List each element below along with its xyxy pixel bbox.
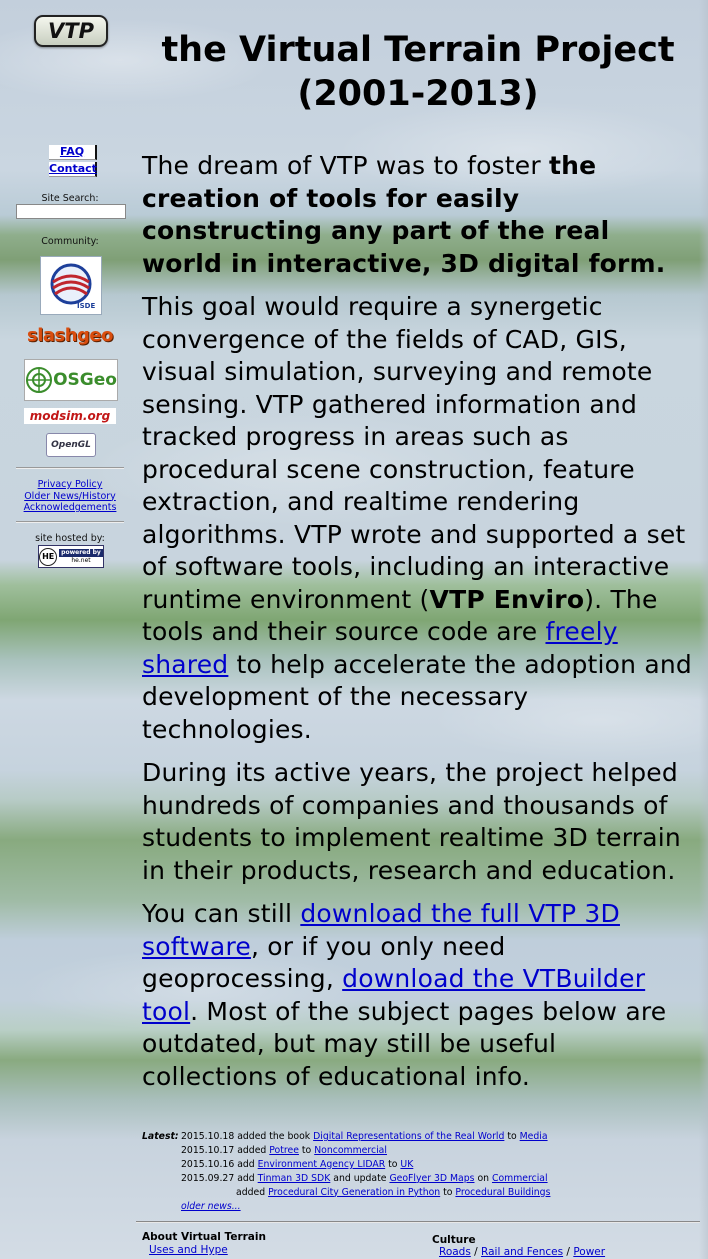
he-net-text: he.net	[71, 556, 91, 564]
slashgeo-badge[interactable]: slashgeo	[26, 324, 114, 346]
freely-shared-link[interactable]: freely shared	[142, 617, 618, 679]
faq-button[interactable]	[49, 145, 97, 160]
intro-bold-text: the creation of tools for easily constructing any part of the real world in interactive, 3D digital form.	[142, 151, 666, 278]
news-date: 2015.10.18	[181, 1131, 235, 1142]
news-item: added Procedural City Generation in Python to Procedural Buildings	[236, 1186, 551, 1198]
news-link[interactable]: Noncommercial	[314, 1144, 387, 1156]
sidebar-divider	[16, 467, 124, 469]
latest-label: Latest:	[142, 1131, 179, 1142]
community-label: Community:	[41, 236, 99, 247]
contact-link[interactable]: Contact	[49, 162, 97, 175]
uses-and-hype-link[interactable]: Uses and Hype	[149, 1244, 228, 1256]
he-net-badge[interactable]	[38, 545, 104, 568]
news-item: 2015.09.27 add Tinman 3D SDK and update GeoFlyer 3D Maps on Commercial	[181, 1172, 548, 1184]
site-search-input[interactable]	[16, 204, 126, 219]
isdi-text: ISDE	[77, 301, 96, 310]
footer-divider	[136, 1221, 700, 1223]
vtp-logo[interactable]: VTP	[34, 15, 108, 47]
sidebar-divider	[16, 521, 124, 523]
news-link[interactable]: Procedural City Generation in Python	[268, 1186, 441, 1198]
download-text-2: , or if you only need geoprocessing,	[142, 931, 506, 993]
news-item: Latest: 2015.10.18 added the book Digital Representations of the Real World to Media	[142, 1131, 548, 1142]
news-link[interactable]: Procedural Buildings	[455, 1186, 551, 1198]
news-item: 2015.10.17 added Potree to Noncommercial	[181, 1144, 387, 1156]
culture-section-title: Culture	[432, 1234, 476, 1246]
goal-text: This goal would require a synergetic convergence of the fields of CAD, GIS, visual simulation, surveying and remote sensing. VTP gathered information and tracked progress in areas such as procedural scene construction, feature extraction, and realtime rendering algorithms. VTP wrote and supported a set of software tools, including an interactive runtime environment (	[142, 292, 686, 614]
opengl-badge[interactable]: OpenGL	[46, 433, 96, 457]
news-date: 2015.09.27	[181, 1172, 235, 1184]
about-section-links	[149, 1244, 228, 1256]
older-news-link[interactable]: Older News/History	[24, 490, 116, 502]
latest-news	[142, 1130, 702, 1213]
osgeo-text: OSGeo	[53, 370, 117, 390]
isdi-globe-icon	[43, 260, 99, 312]
hosted-label: site hosted by:	[35, 533, 105, 544]
download-vtbuilder-link[interactable]: download the VTBuilder tool	[142, 964, 646, 1026]
main-content	[142, 150, 694, 1104]
download-text: You can still	[142, 899, 301, 928]
roads-link[interactable]: Roads	[439, 1246, 471, 1258]
osgeo-globe-icon	[25, 366, 53, 394]
separator: /	[563, 1246, 574, 1258]
about-section-title: About Virtual Terrain	[142, 1231, 266, 1243]
intro-text: The dream of VTP was to foster	[142, 151, 549, 180]
news-link[interactable]: GeoFlyer 3D Maps	[389, 1172, 475, 1184]
intro-paragraph	[142, 150, 694, 280]
news-item: 2015.10.16 add Environment Agency LIDAR to UK	[181, 1158, 414, 1170]
acknowledgements-link[interactable]: Acknowledgements	[23, 502, 117, 513]
download-paragraph	[142, 898, 694, 1093]
he-logo-icon: HE	[39, 548, 57, 566]
news-date: 2015.10.17	[181, 1144, 235, 1156]
modsim-badge[interactable]: modsim.org	[24, 408, 116, 424]
vtp-enviro-text: VTP Enviro	[429, 584, 585, 614]
isdi-badge[interactable]	[40, 256, 102, 315]
download-vtp-link[interactable]: download the full VTP 3D software	[142, 899, 620, 961]
download-text-3: . Most of the subject pages below are outdated, but may still be useful collections of educational info.	[142, 996, 667, 1091]
news-date: 2015.10.16	[181, 1158, 235, 1170]
news-link[interactable]: Tinman 3D SDK	[257, 1172, 331, 1184]
news-link[interactable]: Media	[519, 1131, 548, 1142]
news-link[interactable]: UK	[400, 1158, 414, 1170]
site-search-label: Site Search:	[41, 193, 99, 204]
rail-and-fences-link[interactable]: Rail and Fences	[481, 1246, 564, 1258]
contact-button[interactable]	[49, 162, 97, 177]
sidebar-links	[14, 479, 126, 514]
culture-section-links	[439, 1246, 605, 1258]
goal-text-3: to help accelerate the adoption and development of the necessary technologies.	[142, 649, 692, 744]
page-title: the Virtual Terrain Project (2001-2013)	[161, 30, 675, 114]
goal-text-2: ). The tools and their source code are	[142, 584, 658, 646]
privacy-policy-link[interactable]: Privacy Policy	[37, 479, 103, 490]
he-powered-text: powered by	[61, 548, 101, 556]
history-paragraph: During its active years, the project helped hundreds of companies and thousands of students to implement realtime 3D terrain in their products, research and education.	[142, 758, 681, 885]
goal-paragraph	[142, 291, 694, 746]
faq-link[interactable]: FAQ	[59, 145, 85, 158]
scrollbar[interactable]	[699, 0, 708, 1259]
power-link[interactable]: Power	[573, 1246, 606, 1258]
news-link[interactable]: Potree	[269, 1144, 299, 1156]
news-link[interactable]: Environment Agency LIDAR	[257, 1158, 386, 1170]
news-link[interactable]: Digital Representations of the Real World	[313, 1131, 505, 1142]
osgeo-badge[interactable]	[24, 359, 118, 401]
separator: /	[470, 1246, 482, 1258]
news-link[interactable]: Commercial	[491, 1172, 548, 1184]
older-news-link[interactable]: older news...	[181, 1200, 241, 1212]
news-item	[142, 1200, 702, 1214]
